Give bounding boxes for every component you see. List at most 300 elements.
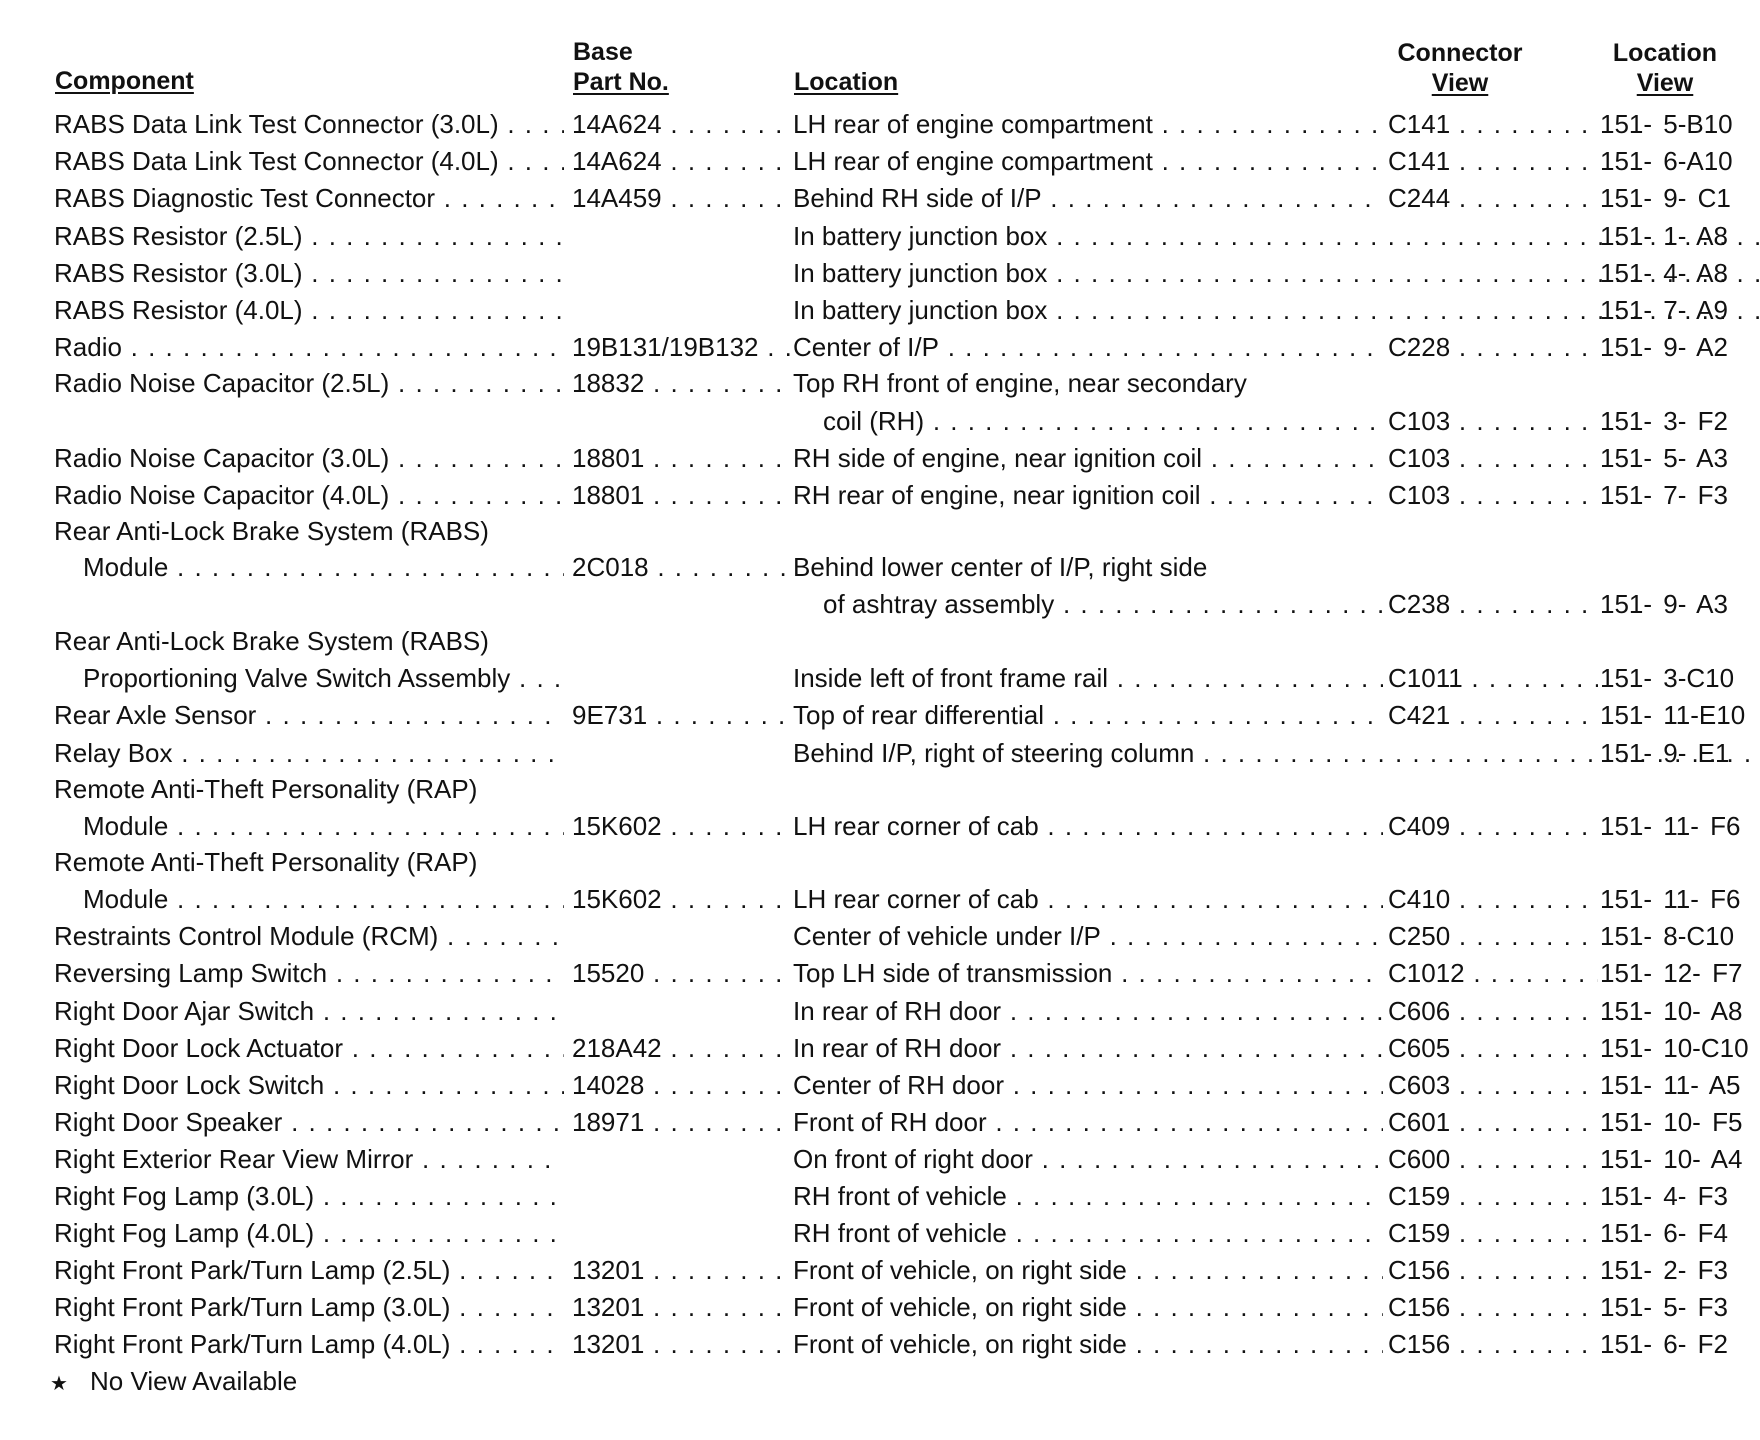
location-cell-text: RH rear of engine, near ignition coil . . . xyxy=(793,480,1383,510)
location-cell-text: Inside left of front frame rail . . . xyxy=(793,663,1383,693)
location-view-cell xyxy=(1600,586,1754,623)
location-view-cell xyxy=(1600,918,1754,955)
connector-view-cell-text: C606 . . . xyxy=(1388,996,1598,1026)
table-row xyxy=(0,1178,1760,1215)
location-view-cell xyxy=(1600,697,1754,734)
location-view-cell-text: 151- 10- A4 xyxy=(1600,1144,1743,1174)
location-cell xyxy=(793,1252,1383,1289)
part-number-cell-text: 13201 . . . xyxy=(572,1329,790,1359)
table-row xyxy=(0,143,1760,180)
component-cell-text: Right Fog Lamp (3.0L) . . . xyxy=(54,1181,564,1211)
table-row xyxy=(0,808,1760,845)
location-view-cell-text: 151- 11- A5 xyxy=(1600,1070,1741,1100)
star-icon: ★ xyxy=(50,1373,68,1395)
table-row xyxy=(0,1289,1760,1326)
component-cell-text: Radio Noise Capacitor (4.0L) . . . xyxy=(54,480,564,510)
connector-view-cell xyxy=(1388,106,1598,143)
component-cell xyxy=(54,180,564,217)
part-number-cell-text: 14028 . . . xyxy=(572,1070,790,1100)
table-row xyxy=(0,365,1760,402)
location-view-cell xyxy=(1600,1067,1754,1104)
connector-view-cell xyxy=(1388,918,1598,955)
location-cell xyxy=(793,1067,1383,1104)
part-number-cell xyxy=(572,808,790,845)
location-cell xyxy=(793,1178,1383,1215)
location-cell xyxy=(793,365,1383,402)
connector-view-cell xyxy=(1388,1289,1598,1326)
location-view-cell xyxy=(1600,1326,1754,1363)
location-view-cell-text: 151- 1- A8 xyxy=(1600,221,1728,251)
header-base-part-bottom: Part No. xyxy=(573,68,669,96)
part-number-cell xyxy=(572,143,790,180)
component-cell xyxy=(83,808,564,845)
connector-view-cell xyxy=(1388,440,1598,477)
location-view-cell-text: 151- 11- F6 xyxy=(1600,884,1741,914)
component-cell-text: Proportioning Valve Switch Assembly . . . xyxy=(83,663,564,693)
location-view-cell-text: 151- 9- A3 xyxy=(1600,589,1728,619)
header-connector-view xyxy=(1380,38,1540,98)
connector-view-cell xyxy=(1388,1104,1598,1141)
location-cell xyxy=(793,1104,1383,1141)
location-view-cell-text: 151- 10- F5 xyxy=(1600,1107,1743,1137)
component-cell-text: RABS Data Link Test Connector (4.0L) . . . xyxy=(54,146,564,176)
connector-view-cell-text: C141 . . . xyxy=(1388,109,1598,139)
table-row xyxy=(0,1326,1760,1363)
location-cell xyxy=(793,106,1383,143)
location-view-cell xyxy=(1600,993,1754,1030)
location-cell xyxy=(793,440,1383,477)
location-view-cell xyxy=(1600,403,1754,440)
location-cell xyxy=(793,1289,1383,1326)
location-cell xyxy=(793,477,1383,514)
part-number-cell-text: 18801 . . . xyxy=(572,443,790,473)
location-cell xyxy=(793,955,1383,992)
connector-view-cell-text: C603 . . . xyxy=(1388,1070,1598,1100)
component-cell xyxy=(54,292,564,329)
location-view-cell xyxy=(1600,1030,1754,1067)
component-cell-text: RABS Data Link Test Connector (3.0L) . . . xyxy=(54,109,564,139)
component-cell xyxy=(54,477,564,514)
component-cell xyxy=(54,1215,564,1252)
component-cell-text: Remote Anti-Theft Personality (RAP) xyxy=(54,847,478,877)
component-cell-text: RABS Resistor (4.0L) . . . xyxy=(54,295,564,325)
connector-view-cell xyxy=(1388,403,1598,440)
location-cell-text: In battery junction box . . . xyxy=(793,295,1760,325)
part-number-cell xyxy=(572,697,790,734)
table-row xyxy=(0,440,1760,477)
location-view-cell-text: 151- 10- A8 xyxy=(1600,996,1743,1026)
location-cell-text: LH rear of engine compartment . . . xyxy=(793,146,1383,176)
component-cell-text: Right Front Park/Turn Lamp (2.5L) . . . xyxy=(54,1255,564,1285)
table-row xyxy=(0,1141,1760,1178)
component-cell-text: Rear Axle Sensor . . . xyxy=(54,700,564,730)
location-view-cell xyxy=(1600,292,1754,329)
table-row xyxy=(0,403,1760,440)
table-row xyxy=(0,771,1760,808)
connector-view-cell-text: C141 . . . xyxy=(1388,146,1598,176)
location-view-cell xyxy=(1600,477,1754,514)
header-connector-top: Connector xyxy=(1397,39,1523,67)
connector-view-cell-text: C103 . . . xyxy=(1388,443,1598,473)
location-view-cell-text: 151- 5- F3 xyxy=(1600,1292,1728,1322)
part-number-cell xyxy=(572,440,790,477)
component-cell xyxy=(54,1104,564,1141)
location-cell-text: Center of RH door . . . xyxy=(793,1070,1383,1100)
location-view-cell-text: 151- 6- F4 xyxy=(1600,1218,1728,1248)
connector-view-cell xyxy=(1388,1178,1598,1215)
location-view-cell xyxy=(1600,1104,1754,1141)
connector-view-cell xyxy=(1388,586,1598,623)
location-view-cell-text: 151- 11-E10 xyxy=(1600,700,1746,730)
component-cell-text: Right Fog Lamp (4.0L) . . . xyxy=(54,1218,564,1248)
header-location xyxy=(794,67,898,97)
table-row xyxy=(0,106,1760,143)
component-cell xyxy=(54,1067,564,1104)
component-cell-text: Right Door Lock Actuator . . . xyxy=(54,1033,564,1063)
part-number-cell xyxy=(572,881,790,918)
component-cell-text: Radio Noise Capacitor (3.0L) . . . xyxy=(54,443,564,473)
component-cell-text: Right Exterior Rear View Mirror . . . xyxy=(54,1144,564,1174)
connector-view-cell xyxy=(1388,180,1598,217)
connector-view-cell xyxy=(1388,1067,1598,1104)
component-cell xyxy=(54,1030,564,1067)
connector-view-cell-text: C1011 . . . xyxy=(1388,663,1598,693)
component-cell-text: RABS Diagnostic Test Connector . . . xyxy=(54,183,564,213)
component-cell xyxy=(83,881,564,918)
location-view-cell xyxy=(1600,218,1754,255)
connector-view-cell xyxy=(1388,808,1598,845)
part-number-cell-text: 18801 . . . xyxy=(572,480,790,510)
header-component-label: Component xyxy=(55,67,194,95)
part-number-cell-text: 18832 . . . xyxy=(572,368,790,398)
connector-view-cell-text: C156 . . . xyxy=(1388,1292,1598,1322)
connector-view-cell xyxy=(1388,1141,1598,1178)
location-view-cell-text: 151- 5-B10 xyxy=(1600,109,1733,139)
component-cell xyxy=(54,440,564,477)
part-number-cell xyxy=(572,955,790,992)
header-connector-bottom: View xyxy=(1431,69,1489,97)
location-cell-text: RH side of engine, near ignition coil . . . xyxy=(793,443,1383,473)
part-number-cell xyxy=(572,365,790,402)
table-row xyxy=(0,881,1760,918)
component-cell-text: Rear Anti-Lock Brake System (RABS) xyxy=(54,516,489,546)
location-view-cell-text: 151- 9- C1 xyxy=(1600,183,1731,213)
connector-view-cell-text: C103 . . . xyxy=(1388,480,1598,510)
component-cell xyxy=(54,623,564,660)
part-number-cell-text: 218A42 . . . xyxy=(572,1033,790,1063)
part-number-cell xyxy=(572,1289,790,1326)
header-location-view xyxy=(1585,38,1745,98)
connector-view-cell-text: C250 . . . xyxy=(1388,921,1598,951)
location-cell-text: LH rear of engine compartment . . . xyxy=(793,109,1383,139)
connector-view-cell-text: C1012 . . . xyxy=(1388,958,1598,988)
location-view-cell-text: 151- 3- F2 xyxy=(1600,406,1728,436)
part-number-cell-text: 14A624 . . . xyxy=(572,109,790,139)
part-number-cell xyxy=(572,1326,790,1363)
component-cell xyxy=(54,697,564,734)
component-cell-text: Radio Noise Capacitor (2.5L) . . . xyxy=(54,368,564,398)
component-cell xyxy=(54,955,564,992)
component-cell xyxy=(54,993,564,1030)
location-view-cell xyxy=(1600,660,1754,697)
component-cell-text: Remote Anti-Theft Personality (RAP) xyxy=(54,774,478,804)
component-cell xyxy=(54,513,564,550)
location-cell-text: RH front of vehicle . . . xyxy=(793,1181,1383,1211)
connector-view-cell-text: C156 . . . xyxy=(1388,1255,1598,1285)
location-cell xyxy=(793,180,1383,217)
part-number-cell-text: 15K602 . . . xyxy=(572,884,790,914)
location-view-cell-text: 151- 3-C10 xyxy=(1600,663,1735,693)
location-cell-text: coil (RH) . . . xyxy=(823,406,1383,436)
location-view-cell xyxy=(1600,329,1754,366)
component-cell-text: RABS Resistor (2.5L) . . . xyxy=(54,221,564,251)
table-row xyxy=(0,697,1760,734)
connector-view-cell-text: C159 . . . xyxy=(1388,1218,1598,1248)
table-row xyxy=(0,292,1760,329)
part-number-cell xyxy=(572,180,790,217)
location-view-cell xyxy=(1600,1178,1754,1215)
part-number-cell-text: 18971 . . . xyxy=(572,1107,790,1137)
connector-view-cell xyxy=(1388,477,1598,514)
component-cell xyxy=(54,106,564,143)
table-row xyxy=(0,660,1760,697)
table-row xyxy=(0,218,1760,255)
location-view-cell xyxy=(1600,808,1754,845)
connector-view-cell-text: C159 . . . xyxy=(1388,1181,1598,1211)
connector-view-cell xyxy=(1388,881,1598,918)
location-view-cell-text: 151- 4- A8 xyxy=(1600,258,1728,288)
table-row xyxy=(0,955,1760,992)
connector-view-cell-text: C410 . . . xyxy=(1388,884,1598,914)
part-number-cell xyxy=(572,1030,790,1067)
header-component xyxy=(55,66,194,96)
connector-view-cell-text: C409 . . . xyxy=(1388,811,1598,841)
location-cell-text: Behind I/P, right of steering column . . . xyxy=(793,738,1760,768)
footnote xyxy=(50,1364,297,1401)
table-row xyxy=(0,1215,1760,1252)
table-row xyxy=(0,549,1760,586)
location-cell-text: Top RH front of engine, near secondary xyxy=(793,368,1247,398)
table-row xyxy=(0,1252,1760,1289)
location-view-cell-text: 151- 7- F3 xyxy=(1600,480,1728,510)
location-view-cell-text: 151- 4- F3 xyxy=(1600,1181,1728,1211)
location-cell xyxy=(823,403,1383,440)
component-cell xyxy=(54,329,564,366)
table-row xyxy=(0,844,1760,881)
location-view-cell xyxy=(1600,440,1754,477)
location-cell-text: In battery junction box . . . xyxy=(793,258,1760,288)
part-number-cell-text: 13201 . . . xyxy=(572,1292,790,1322)
part-number-cell-text: 13201 . . . xyxy=(572,1255,790,1285)
location-cell xyxy=(793,918,1383,955)
location-cell-text: In battery junction box . . . xyxy=(793,221,1760,251)
location-view-cell-text: 151- 9- A2 xyxy=(1600,332,1728,362)
table-row xyxy=(0,180,1760,217)
location-cell xyxy=(793,143,1383,180)
location-cell-text: Behind RH side of I/P . . . xyxy=(793,183,1383,213)
location-view-cell xyxy=(1600,255,1754,292)
component-cell-text: Restraints Control Module (RCM) . . . xyxy=(54,921,564,951)
component-cell-text: Module . . . xyxy=(83,552,564,582)
table-row xyxy=(0,735,1760,772)
location-view-cell-text: 151- 8-C10 xyxy=(1600,921,1735,951)
table-row xyxy=(0,1030,1760,1067)
part-number-cell xyxy=(572,1252,790,1289)
component-cell xyxy=(54,1326,564,1363)
component-cell xyxy=(54,735,564,772)
location-cell-text: Center of I/P . . . xyxy=(793,332,1383,362)
component-cell xyxy=(54,255,564,292)
connector-view-cell-text: C238 . . . xyxy=(1388,589,1598,619)
table-row xyxy=(0,586,1760,623)
location-view-cell-text: 151- 11- F6 xyxy=(1600,811,1741,841)
part-number-cell-text: 15K602 . . . xyxy=(572,811,790,841)
component-cell xyxy=(54,143,564,180)
location-cell-text: In rear of RH door . . . xyxy=(793,996,1383,1026)
location-cell xyxy=(793,993,1383,1030)
location-view-cell xyxy=(1600,1215,1754,1252)
location-view-cell-text: 151- 9- E1 xyxy=(1600,738,1730,768)
component-cell xyxy=(54,1252,564,1289)
connector-view-cell xyxy=(1388,697,1598,734)
table-row xyxy=(0,918,1760,955)
component-cell xyxy=(83,660,564,697)
table-row xyxy=(0,1067,1760,1104)
component-cell-text: Right Door Ajar Switch . . . xyxy=(54,996,564,1026)
location-cell xyxy=(793,1326,1383,1363)
location-view-cell-text: 151- 5- A3 xyxy=(1600,443,1728,473)
header-location-label: Location xyxy=(794,68,899,96)
location-view-cell xyxy=(1600,180,1754,217)
component-cell-text: RABS Resistor (3.0L) . . . xyxy=(54,258,564,288)
connector-view-cell-text: C600 . . . xyxy=(1388,1144,1598,1174)
connector-view-cell xyxy=(1388,1252,1598,1289)
connector-view-cell-text: C156 . . . xyxy=(1388,1329,1598,1359)
location-view-cell xyxy=(1600,881,1754,918)
table-row xyxy=(0,993,1760,1030)
location-view-cell-text: 151- 12- F7 xyxy=(1600,958,1743,988)
part-number-cell xyxy=(572,477,790,514)
location-view-cell-text: 151- 6-A10 xyxy=(1600,146,1733,176)
part-number-cell-text: 14A459 . . . xyxy=(572,183,790,213)
location-cell-text: Front of vehicle, on right side . . . xyxy=(793,1329,1383,1359)
component-cell-text: Reversing Lamp Switch . . . xyxy=(54,958,564,988)
connector-view-cell xyxy=(1388,143,1598,180)
component-cell-text: Module . . . xyxy=(83,811,564,841)
table-row xyxy=(0,255,1760,292)
location-view-cell-text: 151- 7- A9 xyxy=(1600,295,1728,325)
component-cell-text: Right Front Park/Turn Lamp (4.0L) . . . xyxy=(54,1329,564,1359)
part-number-cell xyxy=(572,1104,790,1141)
table-row xyxy=(0,513,1760,550)
table-row xyxy=(0,477,1760,514)
part-number-cell-text: 14A624 . . . xyxy=(572,146,790,176)
location-view-cell-text: 151- 2- F3 xyxy=(1600,1255,1728,1285)
table-row xyxy=(0,1104,1760,1141)
location-cell-text: Front of vehicle, on right side . . . xyxy=(793,1255,1383,1285)
header-location-view-top: Location xyxy=(1612,39,1718,67)
table-row xyxy=(0,329,1760,366)
part-number-cell-text: 2C018 . . . xyxy=(572,552,790,582)
location-cell xyxy=(793,697,1383,734)
component-cell xyxy=(54,844,564,881)
location-view-cell xyxy=(1600,1289,1754,1326)
location-cell-text: LH rear corner of cab . . . xyxy=(793,811,1383,841)
component-cell xyxy=(83,549,564,586)
location-view-cell xyxy=(1600,1252,1754,1289)
table-row xyxy=(0,623,1760,660)
location-cell xyxy=(793,660,1383,697)
part-number-cell xyxy=(572,549,790,586)
part-number-cell xyxy=(572,106,790,143)
component-cell xyxy=(54,1178,564,1215)
location-cell-text: of ashtray assembly . . . xyxy=(823,589,1383,619)
location-cell-text: Behind lower center of I/P, right side xyxy=(793,552,1208,582)
location-cell-text: Front of RH door . . . xyxy=(793,1107,1383,1137)
location-cell-text: Top of rear differential . . . xyxy=(793,700,1383,730)
part-number-cell-text: 15520 . . . xyxy=(572,958,790,988)
connector-view-cell xyxy=(1388,1030,1598,1067)
location-cell xyxy=(793,1215,1383,1252)
location-cell xyxy=(793,808,1383,845)
location-cell-text: In rear of RH door . . . xyxy=(793,1033,1383,1063)
location-cell-text: Center of vehicle under I/P . . . xyxy=(793,921,1383,951)
component-cell-text: Right Front Park/Turn Lamp (3.0L) . . . xyxy=(54,1292,564,1322)
component-cell xyxy=(54,771,564,808)
header-base-part-top: Base xyxy=(573,38,633,66)
component-cell-text: Right Door Speaker . . . xyxy=(54,1107,564,1137)
location-view-cell xyxy=(1600,735,1754,772)
part-number-cell xyxy=(572,1067,790,1104)
location-cell xyxy=(793,329,1383,366)
connector-view-cell-text: C605 . . . xyxy=(1388,1033,1598,1063)
component-cell xyxy=(54,1141,564,1178)
location-view-cell xyxy=(1600,106,1754,143)
connector-view-cell xyxy=(1388,955,1598,992)
header-base-part xyxy=(573,37,669,97)
component-cell-text: Relay Box . . . xyxy=(54,738,564,768)
component-cell-text: Module . . . xyxy=(83,884,564,914)
location-cell-text: RH front of vehicle . . . xyxy=(793,1218,1383,1248)
connector-view-cell xyxy=(1388,1215,1598,1252)
location-cell-text: Top LH side of transmission . . . xyxy=(793,958,1383,988)
connector-view-cell-text: C421 . . . xyxy=(1388,700,1598,730)
part-number-cell xyxy=(572,329,790,366)
part-number-cell-text: 9E731 . . . xyxy=(572,700,790,730)
location-cell xyxy=(793,881,1383,918)
connector-view-cell xyxy=(1388,329,1598,366)
component-cell xyxy=(54,1289,564,1326)
location-cell xyxy=(793,1141,1383,1178)
header-location-view-bottom: View xyxy=(1636,69,1694,97)
component-cell-text: Radio . . . xyxy=(54,332,564,362)
location-view-cell xyxy=(1600,143,1754,180)
component-cell-text: Right Door Lock Switch . . . xyxy=(54,1070,564,1100)
location-view-cell-text: 151- 6- F2 xyxy=(1600,1329,1728,1359)
location-view-cell xyxy=(1600,1141,1754,1178)
footnote-text: No View Available xyxy=(90,1366,298,1396)
connector-view-cell-text: C244 . . . xyxy=(1388,183,1598,213)
location-cell-text: LH rear corner of cab . . . xyxy=(793,884,1383,914)
component-cell xyxy=(54,365,564,402)
component-cell xyxy=(54,918,564,955)
location-cell xyxy=(823,586,1383,623)
connector-view-cell xyxy=(1388,660,1598,697)
location-cell-text: On front of right door . . . xyxy=(793,1144,1383,1174)
component-cell-text: Rear Anti-Lock Brake System (RABS) xyxy=(54,626,489,656)
connector-view-cell-text: C103 . . . xyxy=(1388,406,1598,436)
connector-view-cell xyxy=(1388,1326,1598,1363)
